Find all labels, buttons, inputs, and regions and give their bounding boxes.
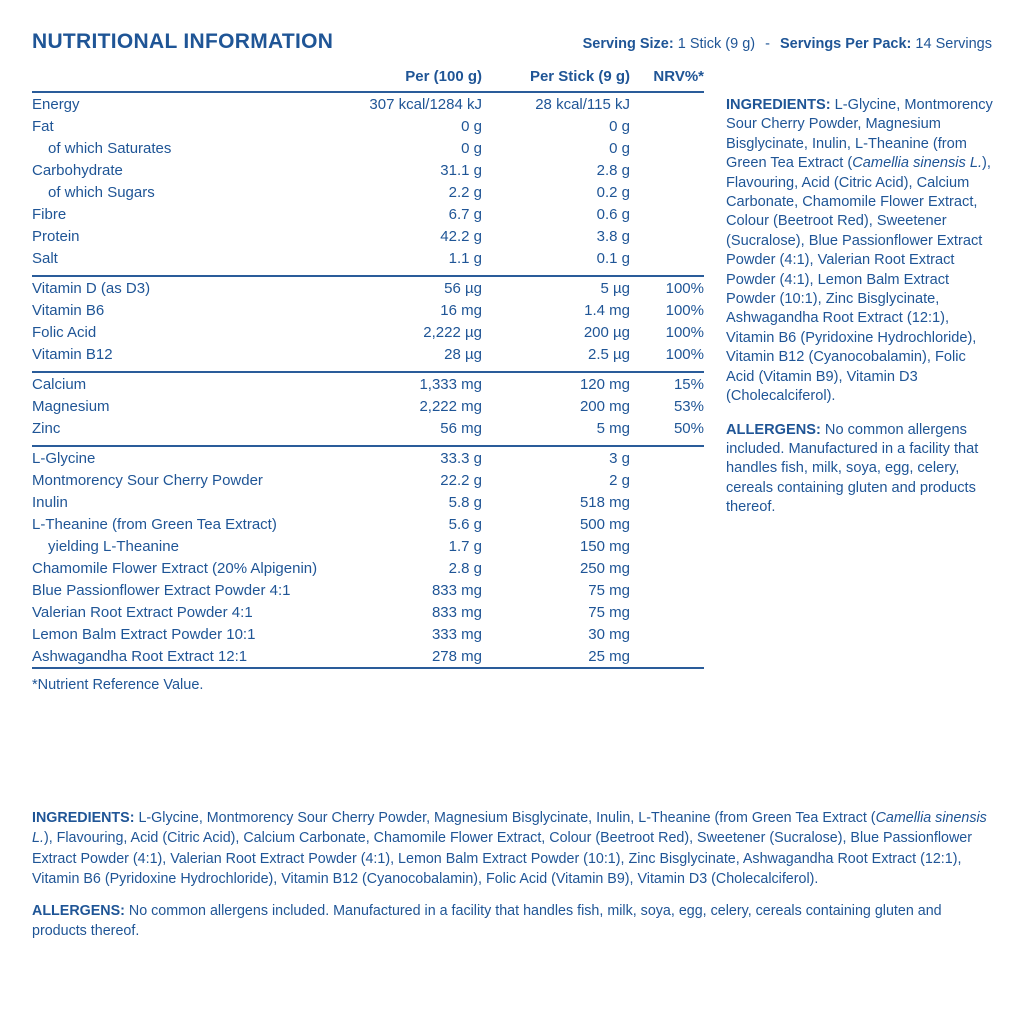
serving-size-value: 1 Stick (9 g) bbox=[677, 36, 756, 52]
row-label: Magnesium bbox=[32, 397, 110, 415]
row-value-nrv: 53% bbox=[673, 397, 704, 415]
row-value-nrv bbox=[630, 446, 704, 469]
row-value-per-100g: 6.7 g bbox=[448, 205, 482, 223]
row-value-nrv bbox=[630, 601, 704, 623]
bottom-ingredients-text-2: ), Flavouring, Acid (Citric Acid), Calcium Carbonate, Chamomile Flower Extract, Colour (Beetroot Red), Sweetener (Sucralose), Blue Passionflower Extract Powder (4:1), Valerian Root Extract Powder (4:1), Lemon Balm Extract Powder (10:1), Zinc Bisglycinate, Ashwagandha Root Extract (12:1), Vitamin B6 (Pyridoxine Hydrochloride), Vitamin B12 (Cyanocobalamin), Folic Acid (Vitamin B9), Vitamin D3 (Cholecalciferol). bbox=[32, 830, 972, 887]
table-row bbox=[32, 417, 704, 439]
table-row bbox=[32, 203, 704, 225]
table-header-row bbox=[32, 68, 704, 92]
row-value-nrv bbox=[630, 645, 704, 668]
row-value-nrv bbox=[630, 115, 704, 137]
table-group-spacer bbox=[32, 365, 704, 372]
table-row bbox=[32, 137, 704, 159]
row-value-per-100g: 278 mg bbox=[431, 647, 482, 665]
row-label: Lemon Balm Extract Powder 10:1 bbox=[32, 625, 256, 643]
row-value-per-100g: 28 µg bbox=[444, 345, 482, 363]
row-value-per-stick: 28 kcal/115 kJ bbox=[482, 92, 630, 115]
row-value-nrv bbox=[630, 623, 704, 645]
row-value-per-stick: 0 g bbox=[609, 117, 630, 135]
table-row bbox=[32, 372, 704, 395]
row-value-per-100g: 833 mg bbox=[431, 603, 482, 621]
row-label: of which Sugars bbox=[48, 183, 155, 201]
row-value-per-100g: 16 mg bbox=[440, 301, 482, 319]
row-value-per-stick: 0.2 g bbox=[596, 183, 630, 201]
row-value-per-100g: 1,333 mg bbox=[332, 372, 482, 395]
row-value-per-stick: 30 mg bbox=[588, 625, 630, 643]
serving-size-label: Serving Size: bbox=[582, 36, 674, 52]
bottom-ingredients bbox=[32, 808, 994, 889]
row-value-nrv: 50% bbox=[673, 419, 704, 437]
row-value-nrv bbox=[630, 535, 704, 557]
row-value-per-100g: 22.2 g bbox=[440, 471, 482, 489]
row-value-per-stick: 3 g bbox=[482, 446, 630, 469]
side-allergens-text: No common allergens included. Manufactured in a facility that handles fish, milk, soya, egg, celery, cereals containing gluten and products thereof. bbox=[726, 421, 979, 516]
table-row bbox=[32, 491, 704, 513]
table-row bbox=[32, 92, 704, 115]
row-value-per-stick: 75 mg bbox=[588, 581, 630, 599]
table-row bbox=[32, 446, 704, 469]
row-value-per-100g: 333 mg bbox=[431, 625, 482, 643]
row-value-per-stick: 5 mg bbox=[596, 419, 630, 437]
row-label: Carbohydrate bbox=[32, 161, 123, 179]
table-row bbox=[32, 115, 704, 137]
row-value-per-stick: 120 mg bbox=[482, 372, 630, 395]
table-row bbox=[32, 601, 704, 623]
row-label: of which Saturates bbox=[48, 139, 172, 157]
row-label: Vitamin B6 bbox=[32, 301, 105, 319]
row-value-per-stick: 250 mg bbox=[579, 559, 630, 577]
row-label: Fibre bbox=[32, 205, 67, 223]
row-value-nrv bbox=[630, 203, 704, 225]
nrv-footnote: *Nutrient Reference Value. bbox=[32, 677, 204, 693]
table-row bbox=[32, 299, 704, 321]
bottom-allergens bbox=[32, 901, 994, 942]
serving-separator: - bbox=[765, 36, 770, 52]
column-header-per-100g: Per (100 g) bbox=[405, 68, 482, 85]
row-value-per-100g: 5.6 g bbox=[448, 515, 482, 533]
row-value-per-100g: 2.2 g bbox=[448, 183, 482, 201]
row-label: Montmorency Sour Cherry Powder bbox=[32, 471, 263, 489]
panel-header bbox=[32, 30, 992, 54]
page-title: NUTRITIONAL INFORMATION bbox=[32, 30, 334, 53]
row-value-nrv bbox=[630, 491, 704, 513]
bottom-allergens-text: No common allergens included. Manufactured in a facility that handles fish, milk, soya, egg, celery, cereals containing gluten and products thereof. bbox=[32, 903, 942, 940]
row-value-per-100g: 31.1 g bbox=[440, 161, 482, 179]
row-value-per-stick: 0.1 g bbox=[596, 249, 630, 267]
row-label: Protein bbox=[32, 227, 80, 245]
row-value-nrv bbox=[630, 225, 704, 247]
side-panel bbox=[726, 68, 996, 532]
row-value-per-100g: 42.2 g bbox=[440, 227, 482, 245]
row-value-per-stick: 150 mg bbox=[579, 537, 630, 555]
row-value-per-stick: 2 g bbox=[609, 471, 630, 489]
bottom-allergens-label: ALLERGENS: bbox=[32, 903, 125, 920]
row-value-nrv bbox=[630, 92, 704, 115]
row-value-per-stick: 2.8 g bbox=[596, 161, 630, 179]
side-allergens bbox=[726, 421, 996, 518]
row-label: Vitamin B12 bbox=[32, 345, 113, 363]
bottom-ingredients-label: INGREDIENTS: bbox=[32, 810, 135, 826]
table-row bbox=[32, 276, 704, 299]
row-label: Chamomile Flower Extract (20% Alpigenin) bbox=[32, 559, 318, 577]
row-value-per-100g: 1.7 g bbox=[448, 537, 482, 555]
row-label: Fat bbox=[32, 117, 54, 135]
row-value-per-100g: 833 mg bbox=[431, 581, 482, 599]
row-value-per-stick: 500 mg bbox=[579, 515, 630, 533]
table-row bbox=[32, 579, 704, 601]
row-label: Zinc bbox=[32, 419, 61, 437]
serving-info bbox=[583, 36, 992, 52]
side-ingredients-text-2: ), Flavouring, Acid (Citric Acid), Calcium Carbonate, Chamomile Flower Extract, Colour (Beetroot Red), Sweetener (Sucralose), Blue Passionflower Extract Powder (4:1), Valerian Root Extract Powder (4:1), Lemon Balm Extract Powder (10:1), Zinc Bisglycinate, Ashwagandha Root Extract (12:1), Vitamin B6 (Pyridoxine Hydrochloride), Vitamin B12 (Cyanocobalamin), Folic Acid (Vitamin B9), Vitamin D3 (Cholecalciferol). bbox=[726, 155, 991, 405]
row-value-nrv: 15% bbox=[630, 372, 704, 395]
table-row bbox=[32, 181, 704, 203]
row-value-nrv bbox=[630, 247, 704, 269]
row-label: Vitamin D (as D3) bbox=[32, 276, 332, 299]
row-label: Energy bbox=[32, 92, 332, 115]
row-value-per-100g: 0 g bbox=[461, 139, 482, 157]
row-value-nrv bbox=[630, 579, 704, 601]
row-value-per-100g: 2.8 g bbox=[448, 559, 482, 577]
bottom-block bbox=[32, 808, 994, 954]
table-row bbox=[32, 557, 704, 579]
row-value-nrv bbox=[630, 513, 704, 535]
side-ingredients-italic: Camellia sinensis L. bbox=[852, 155, 983, 172]
row-value-per-100g: 56 µg bbox=[332, 276, 482, 299]
row-value-nrv bbox=[630, 469, 704, 491]
table-group-spacer bbox=[32, 439, 704, 446]
row-value-per-100g: 33.3 g bbox=[332, 446, 482, 469]
row-value-per-stick: 200 mg bbox=[579, 397, 630, 415]
row-label: Blue Passionflower Extract Powder 4:1 bbox=[32, 581, 291, 599]
row-label: Folic Acid bbox=[32, 323, 97, 341]
table-row bbox=[32, 513, 704, 535]
row-value-per-stick: 518 mg bbox=[579, 493, 630, 511]
row-value-per-stick: 200 µg bbox=[583, 323, 630, 341]
row-value-nrv bbox=[630, 557, 704, 579]
row-label: Calcium bbox=[32, 372, 332, 395]
row-value-per-100g: 0 g bbox=[461, 117, 482, 135]
panel-body bbox=[32, 68, 992, 693]
row-value-per-stick: 25 mg bbox=[588, 647, 630, 665]
row-value-per-stick: 75 mg bbox=[588, 603, 630, 621]
row-value-per-100g: 307 kcal/1284 kJ bbox=[332, 92, 482, 115]
table-row bbox=[32, 645, 704, 668]
row-value-per-stick: 5 µg bbox=[482, 276, 630, 299]
row-label: Valerian Root Extract Powder 4:1 bbox=[32, 603, 253, 621]
side-ingredients bbox=[726, 96, 996, 407]
table-row bbox=[32, 159, 704, 181]
table-group-spacer bbox=[32, 269, 704, 276]
table-row bbox=[32, 321, 704, 343]
nutrition-table-column bbox=[32, 68, 704, 693]
row-value-nrv: 100% bbox=[630, 276, 704, 299]
table-row bbox=[32, 395, 704, 417]
table-row bbox=[32, 623, 704, 645]
row-value-nrv: 100% bbox=[665, 345, 704, 363]
nutrition-table bbox=[32, 68, 704, 669]
side-allergens-label: ALLERGENS: bbox=[726, 421, 821, 438]
row-value-per-100g: 56 mg bbox=[440, 419, 482, 437]
row-label: L-Glycine bbox=[32, 446, 332, 469]
column-header-nrv: NRV%* bbox=[653, 68, 704, 85]
row-label: yielding L-Theanine bbox=[48, 537, 179, 555]
side-ingredients-label: INGREDIENTS: bbox=[726, 97, 831, 113]
side-ingredients-text-1: L-Glycine, Montmorency Sour Cherry Powder, Magnesium Bisglycinate, Inulin, L-Theanine (from Green Tea Extract ( bbox=[726, 97, 993, 172]
row-value-per-stick: 3.8 g bbox=[596, 227, 630, 245]
table-closing-rule bbox=[32, 668, 704, 669]
row-label: Salt bbox=[32, 249, 58, 267]
row-value-nrv: 100% bbox=[665, 301, 704, 319]
row-value-per-stick: 0 g bbox=[609, 139, 630, 157]
table-body bbox=[32, 92, 704, 669]
table-row bbox=[32, 535, 704, 557]
bottom-ingredients-italic: Camellia sinensis L. bbox=[32, 810, 987, 847]
row-label: Ashwagandha Root Extract 12:1 bbox=[32, 647, 248, 665]
row-value-nrv: 100% bbox=[665, 323, 704, 341]
column-header-per-stick: Per Stick (9 g) bbox=[529, 68, 630, 85]
table-row bbox=[32, 343, 704, 365]
row-value-per-100g: 2,222 µg bbox=[423, 323, 482, 341]
row-value-nrv bbox=[630, 137, 704, 159]
row-value-per-100g: 2,222 mg bbox=[419, 397, 482, 415]
row-value-per-stick: 2.5 µg bbox=[587, 345, 630, 363]
row-label: L-Theanine (from Green Tea Extract) bbox=[32, 515, 277, 533]
row-label: Inulin bbox=[32, 493, 68, 511]
table-head bbox=[32, 68, 704, 92]
row-value-nrv bbox=[630, 159, 704, 181]
column-header-name bbox=[32, 68, 332, 92]
row-value-per-stick: 0.6 g bbox=[596, 205, 630, 223]
servings-per-pack-value: 14 Servings bbox=[915, 36, 992, 52]
servings-per-pack-label: Servings Per Pack: bbox=[780, 36, 912, 52]
table-row bbox=[32, 247, 704, 269]
row-value-per-100g: 1.1 g bbox=[448, 249, 482, 267]
row-value-per-stick: 1.4 mg bbox=[584, 301, 630, 319]
table-row bbox=[32, 225, 704, 247]
bottom-ingredients-text-1: L-Glycine, Montmorency Sour Cherry Powder, Magnesium Bisglycinate, Inulin, L-Theanine (from Green Tea Extract ( bbox=[134, 810, 876, 826]
row-value-per-100g: 5.8 g bbox=[448, 493, 482, 511]
table-row bbox=[32, 469, 704, 491]
row-value-nrv bbox=[630, 181, 704, 203]
